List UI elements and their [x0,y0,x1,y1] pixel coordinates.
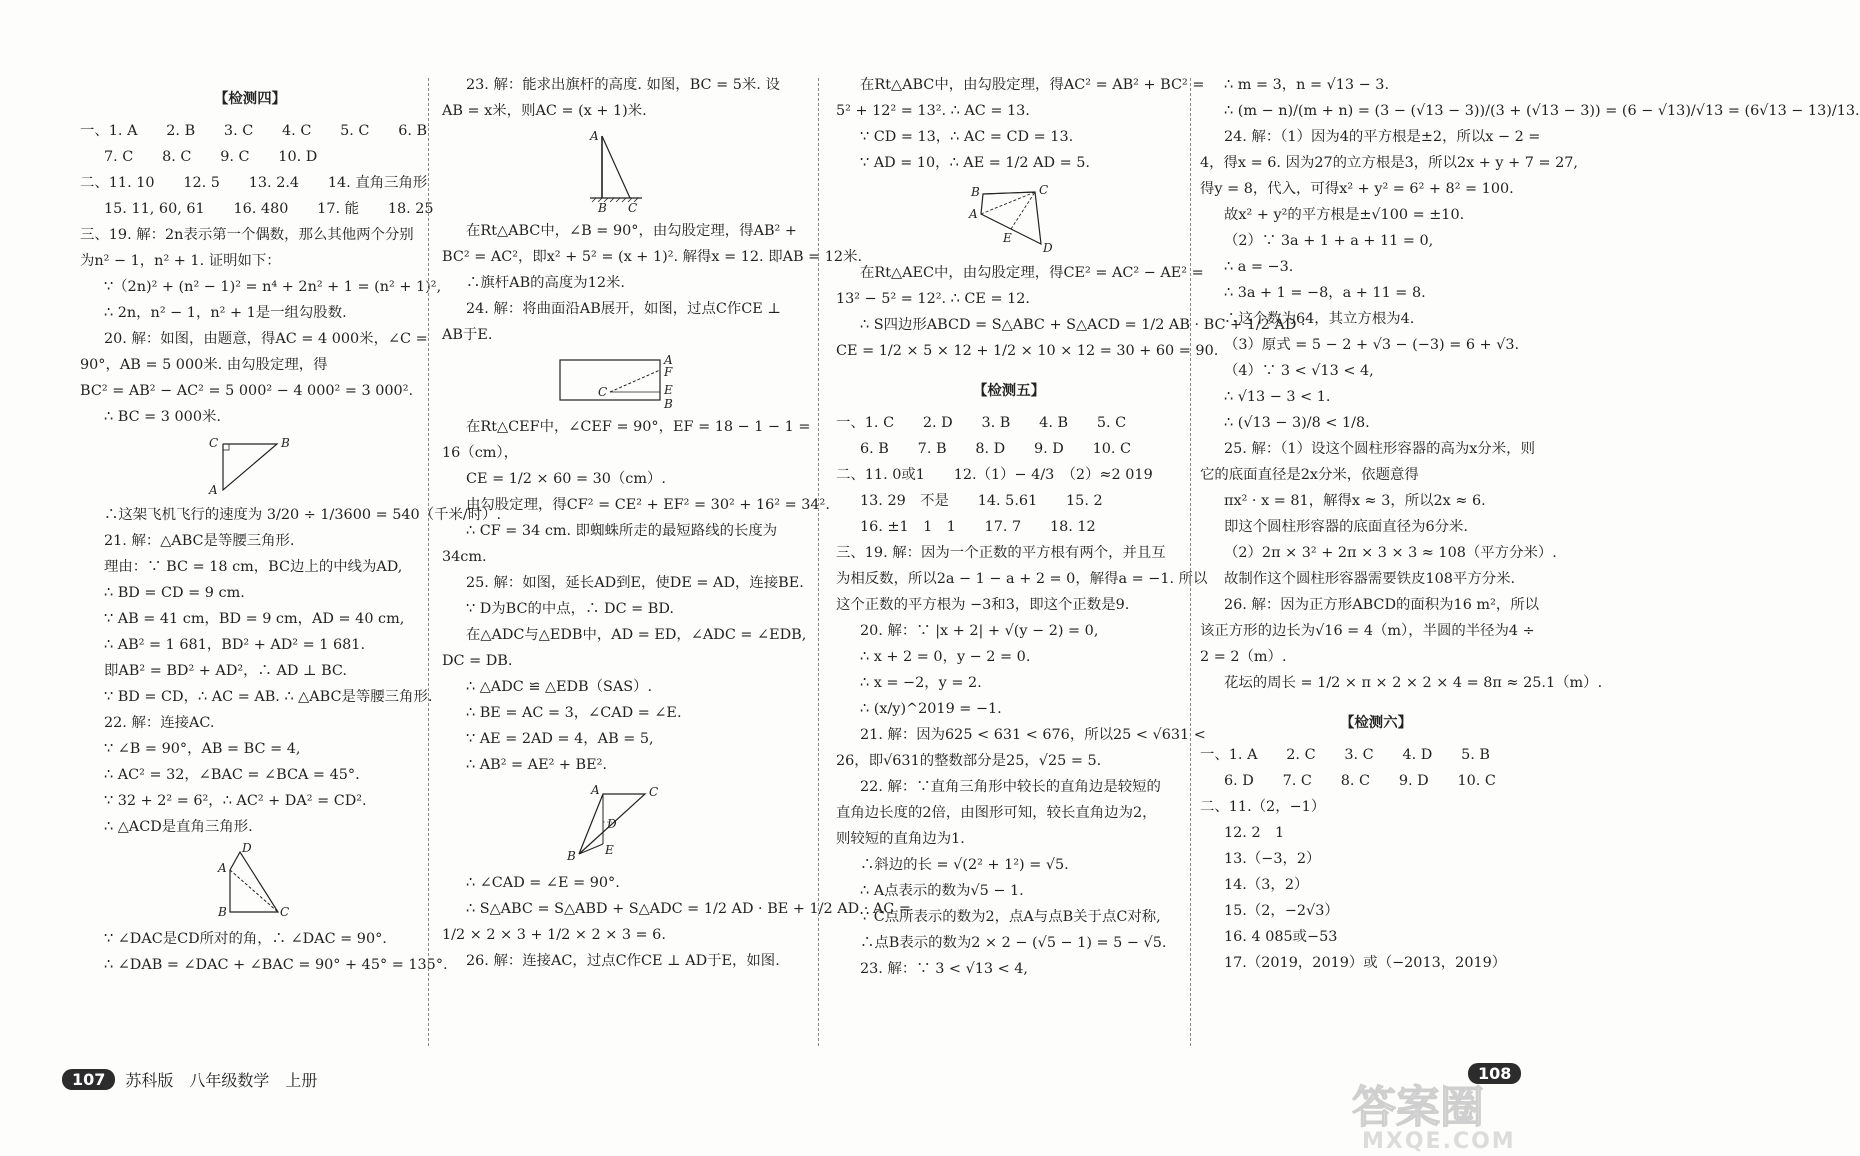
answer-line: ∴ △ACD是直角三角形. [104,819,253,835]
answer-line: 三、19. 解：因为一个正数的平方根有两个，并且互 [836,545,1166,561]
answer-line: 在Rt△ABC中，∠B = 90°，由勾股定理，得AB² + [466,223,797,239]
answer-line: 一、1. A 2. C 3. C 4. D 5. B [1200,747,1490,763]
answer-line: 13. 29 不是 14. 5.61 15. 2 [860,493,1103,509]
answer-line: （3）原式 = 5 − 2 + √3 − (−3) = 6 + √3. [1224,337,1520,353]
section-heading: 【检测五】 [973,382,1045,399]
answer-line: 它的底面直径是2x分米，依题意得 [1200,467,1419,483]
answer-line: 15.（2，−2√3） [1224,903,1339,919]
answer-line: 6. D 7. C 8. C 9. D 10. C [1224,773,1496,789]
answer-line: ∴点B表示的数为2 × 2 − (√5 − 1) = 5 − √5. [860,935,1167,951]
fig-label: E [605,843,614,857]
answer-line: ∴ (√13 − 3)/8 < 1/8. [1224,415,1370,431]
flagpole-figure [572,128,662,214]
quadrilateral-abcd-figure [959,180,1059,256]
answer-line: 24. 解：将曲面沿AB展开，如图，过点C作CE ⊥ [466,301,781,317]
answer-line: ∴ BE = AC = 3，∠CAD = ∠E. [466,705,682,721]
answer-line: ∴ a = −3. [1224,259,1294,275]
watermark-bottom: MXQE.COM [1362,1129,1516,1154]
answer-line: 在Rt△ABC中，由勾股定理，得AC² = AB² + BC² = [860,77,1205,93]
answer-line: ∵ D为BC的中点，∴ DC = BD. [466,601,674,617]
median-figure [557,782,677,866]
fig-label: E [1003,231,1012,245]
answer-line: 即这个圆柱形容器的底面直径为6分米. [1224,519,1468,535]
answer-line: 4，得x = 6. 因为27的立方根是3，所以2x + y + 7 = 27, [1200,155,1579,171]
answer-line: （2）∵ 3a + 1 + a + 11 = 0, [1224,233,1434,249]
answer-line: ∵ BD = CD，∴ AC = AB. ∴ △ABC是等腰三角形. [104,689,433,705]
answer-line: ∴ AB² = AE² + BE². [466,757,607,773]
answer-line: ∴ m = 3，n = √13 − 3. [1224,77,1390,93]
answer-line: ∵ CD = 13，∴ AC = CD = 13. [860,129,1074,145]
answer-line: 12. 2 1 [1224,825,1285,841]
answer-line: ∴ x = −2，y = 2. [860,675,982,691]
answer-line: CE = 1/2 × 5 × 12 + 1/2 × 10 × 12 = 30 + 60 = 90. [836,343,1219,359]
answer-line: 即AB² = BD² + AD²，∴ AD ⊥ BC. [104,663,348,679]
answer-line: 故x² + y²的平方根是±√100 = ±10. [1224,207,1465,223]
column-divider [1190,78,1191,1046]
answer-line: 为相反数，所以2a − 1 − a + 2 = 0，解得a = −1. 所以 [836,571,1208,587]
page-footer [62,1068,317,1091]
answer-line: ∴ 3a + 1 = −8，a + 11 = 8. [1224,285,1426,301]
answer-line: AB = x米，则AC = (x + 1)米. [442,103,647,119]
fig-label: B [218,905,227,919]
answer-line: 故制作这个圆柱形容器需要铁皮108平方分米. [1224,571,1516,587]
answer-line: ∵ 32 + 2² = 6²，∴ AC² + DA² = CD². [104,793,367,809]
answer-line: ∵ AD = 10，∴ AE = 1/2 AD = 5. [860,155,1091,171]
answer-line: πx² · x = 81，解得x ≈ 3，所以2x ≈ 6. [1224,493,1486,509]
answer-line: 三、19. 解：2n表示第一个偶数，那么其他两个分别 [80,227,414,243]
answer-line: ∴斜边的长 = √(2² + 1²) = √5. [860,857,1069,873]
answer-line: ∴ (x/y)^2019 = −1. [860,701,1002,717]
answer-line: ∵ C点所表示的数为2，点A与点B关于点C对称, [860,909,1161,925]
answer-line: 34cm. [442,549,487,565]
fig-label: B [567,849,576,863]
answer-line: 90°，AB = 5 000米. 由勾股定理，得 [80,357,328,373]
quadrilateral-figure [200,841,300,922]
answer-line: （4）∵ 3 < √13 < 4, [1224,363,1374,379]
fig-label: D [242,841,252,855]
triangle-figure [195,434,305,498]
answer-line: BC² = AB² − AC² = 5 000² − 4 000² = 3 000². [80,383,414,399]
answer-line: ∴ CF = 34 cm. 即蜘蛛所走的最短路线的长度为 [466,523,778,539]
column-divider [428,78,429,1046]
fig-label: B [598,201,607,215]
answer-line: 26. 解：连接AC，过点C作CE ⊥ AD于E，如图. [466,953,780,969]
answer-line: 15. 11, 60, 61 16. 480 17. 能 18. 25 [104,201,434,217]
answer-line: 21. 解：△ABC是等腰三角形. [104,533,295,549]
answer-line: ∴ △ADC ≌ △EDB（SAS）. [466,679,653,695]
fig-label: B [664,397,673,411]
answer-line: ∵ AB = 41 cm，BD = 9 cm，AD = 40 cm, [104,611,405,627]
answer-line: 二、11. 10 12. 5 13. 2.4 14. 直角三角形 [80,175,428,191]
fig-label: A [664,353,673,367]
answer-line: 在△ADC与△EDB中，AD = ED，∠ADC = ∠EDB, [466,627,807,643]
answer-line: 花坛的周长 = 1/2 × π × 2 × 2 × 4 = 8π ≈ 25.1（m）. [1224,675,1603,691]
answer-line: ∴旗杆AB的高度为12米. [466,275,625,291]
answer-line: 5² + 12² = 13². ∴ AC = 13. [836,103,1030,119]
answer-line: 16. ±1 1 1 17. 7 18. 12 [860,519,1096,535]
fig-label: D [1043,241,1053,255]
answer-line: 二、11.（2，−1） [1200,799,1326,815]
fig-label: C [280,905,290,919]
answer-line: AB于E. [442,327,493,343]
fig-label: A [218,861,227,875]
answer-line: 为n² − 1，n² + 1. 证明如下： [80,253,281,269]
answer-line: 25. 解：如图，延长AD到E，使DE = AD，连接BE. [466,575,804,591]
answer-line: ∴ 2n，n² − 1，n² + 1是一组勾股数. [104,305,347,321]
answer-line: ∴这个数为64，其立方根为4. [1224,311,1415,327]
column-4 [1200,72,1860,976]
answer-line: 20. 解：如图，由题意，得AC = 4 000米，∠C = [104,331,428,347]
fig-label: C [628,201,638,215]
answer-line: ∴ AB² = 1 681，BD² + AD² = 1 681. [104,637,366,653]
fig-label: A [209,483,218,497]
answer-line: 在Rt△AEC中，由勾股定理，得CE² = AC² − AE² = [860,265,1204,281]
answer-line: 14.（3，2） [1224,877,1309,893]
fig-label: E [664,383,673,397]
answer-line: 22. 解：∵直角三角形中较长的直角边是较短的 [860,779,1161,795]
answer-line: 13² − 5² = 12². ∴ CE = 12. [836,291,1030,307]
answer-line: 由勾股定理，得CF² = CE² + EF² = 30² + 16² = 34². [466,497,830,513]
answer-line: ∴ AC² = 32，∠BAC = ∠BCA = 45°. [104,767,360,783]
answer-line: 17.（2019，2019）或（−2013，2019） [1224,955,1507,971]
answer-line: 二、11. 0或1 12.（1）− 4/3 （2）≈2 019 [836,467,1153,483]
fig-label: B [281,436,290,450]
answer-line: ∴ (m − n)/(m + n) = (3 − (√13 − 3))/(3 + (√13 − 3)) = (6 − √13)/√13 = (6√13 − 13)/13. [1224,103,1860,119]
fig-label: F [664,365,673,379]
fig-label: A [591,783,600,797]
fig-label: C [598,385,608,399]
answer-line: 得y = 8，代入，可得x² + y² = 6² + 8² = 100. [1200,181,1514,197]
watermark-logo [1348,1080,1578,1152]
page-number-left: 107 [62,1069,115,1090]
answer-line: 16. 4 085或−53 [1224,929,1338,945]
answer-line: 26，即√631的整数部分是25，√25 = 5. [836,753,1102,769]
answer-line: 这个正数的平方根为 −3和3，即这个正数是9. [836,597,1130,613]
answer-line: 一、1. C 2. D 3. B 4. B 5. C [836,415,1127,431]
answer-line: ∴ S四边形ABCD = S△ABC + S△ACD = 1/2 AB · BC + 1/2 AD · [860,317,1306,333]
answer-line: 23. 解：∵ 3 < √13 < 4, [860,961,1028,977]
answer-line: ∴ BD = CD = 9 cm. [104,585,245,601]
answer-line: 21. 解：因为625 < 631 < 676，所以25 < √631 < [860,727,1206,743]
answer-line: ∴ x + 2 = 0，y − 2 = 0. [860,649,1031,665]
answer-line: ∴ A点表示的数为√5 − 1. [860,883,1024,899]
answer-line: ∴ √13 − 3 < 1. [1224,389,1331,405]
answer-line: ∴这架飞机飞行的速度为 3/20 ÷ 1/3600 = 540（千米/时）. [104,507,502,523]
answer-line: 1/2 × 2 × 3 + 1/2 × 2 × 3 = 6. [442,927,666,943]
answer-line: 23. 解：能求出旗杆的高度. 如图，BC = 5米. 设 [466,77,780,93]
answer-line: 6. B 7. B 8. D 9. D 10. C [860,441,1132,457]
answer-line: ∴ ∠CAD = ∠E = 90°. [466,875,620,891]
answer-line: 7. C 8. C 9. C 10. D [104,149,318,165]
answer-line: ∴ BC = 3 000米. [104,409,221,425]
answer-line: BC² = AC²，即x² + 5² = (x + 1)². 解得x = 12. 即AB = 12米. [442,249,863,265]
fig-label: A [969,207,978,221]
answer-line: 在Rt△CEF中，∠CEF = 90°，EF = 18 − 1 − 1 = [466,419,811,435]
answer-line: ∵ ∠B = 90°，AB = BC = 4, [104,741,301,757]
unrolled-cylinder-figure [552,352,682,410]
book-title: 苏科版 八年级数学 上册 [125,1071,318,1090]
answer-line: 22. 解：连接AC. [104,715,215,731]
answer-line: 一、1. A 2. B 3. C 4. C 5. C 6. B [80,123,428,139]
section-heading: 【检测四】 [214,90,286,107]
fig-label: C [1039,183,1049,197]
answer-line: ∵ AE = 2AD = 4，AB = 5, [466,731,654,747]
fig-label: A [590,129,599,143]
fig-label: C [209,436,219,450]
answer-line: ∵（2n)² + (n² − 1)² = n⁴ + 2n² + 1 = (n² + 1)², [104,279,442,295]
fig-label: D [607,817,617,831]
answer-line: 16（cm）， [442,445,518,461]
fig-label: B [971,185,980,199]
answer-line: 2 = 2（m）. [1200,649,1287,665]
watermark-top: 答案圈 [1352,1082,1484,1133]
answer-line: 25. 解：（1）设这个圆柱形容器的高为x分米，则 [1224,441,1535,457]
answer-line: ∴ S△ABC = S△ABD + S△ADC = 1/2 AD · BE + 1/2 AD · AC = [466,901,911,917]
page-number-right: 108 [1468,1063,1521,1084]
answer-line: 13.（−3，2） [1224,851,1321,867]
answer-line: 24. 解：（1）因为4的平方根是±2，所以x − 2 = [1224,129,1541,145]
answer-line: 理由：∵ BC = 18 cm，BC边上的中线为AD, [104,559,403,575]
answer-line: 则较短的直角边为1. [836,831,965,847]
answer-line: 26. 解：因为正方形ABCD的面积为16 m²，所以 [1224,597,1540,613]
answer-line: DC = DB. [442,653,513,669]
answer-line: ∴ ∠DAB = ∠DAC + ∠BAC = 90° + 45° = 135°. [104,957,448,973]
answer-line: （2）2π × 3² + 2π × 3 × 3 ≈ 108（平方分米）. [1224,545,1557,561]
answer-line: 直角边长度的2倍，由图形可知，较长直角边为2， [836,805,1157,821]
fig-label: C [649,785,659,799]
section-heading: 【检测六】 [1340,714,1412,731]
answer-line: 该正方形的边长为√16 = 4（m），半圆的半径为4 ÷ [1200,623,1535,639]
answer-line: 20. 解：∵ |x + 2| + √(y − 2) = 0, [860,623,1099,639]
answer-line: CE = 1/2 × 60 = 30（cm）. [466,471,666,487]
answer-line: ∵ ∠DAC是CD所对的角，∴ ∠DAC = 90°. [104,931,387,947]
column-divider [818,78,819,1046]
